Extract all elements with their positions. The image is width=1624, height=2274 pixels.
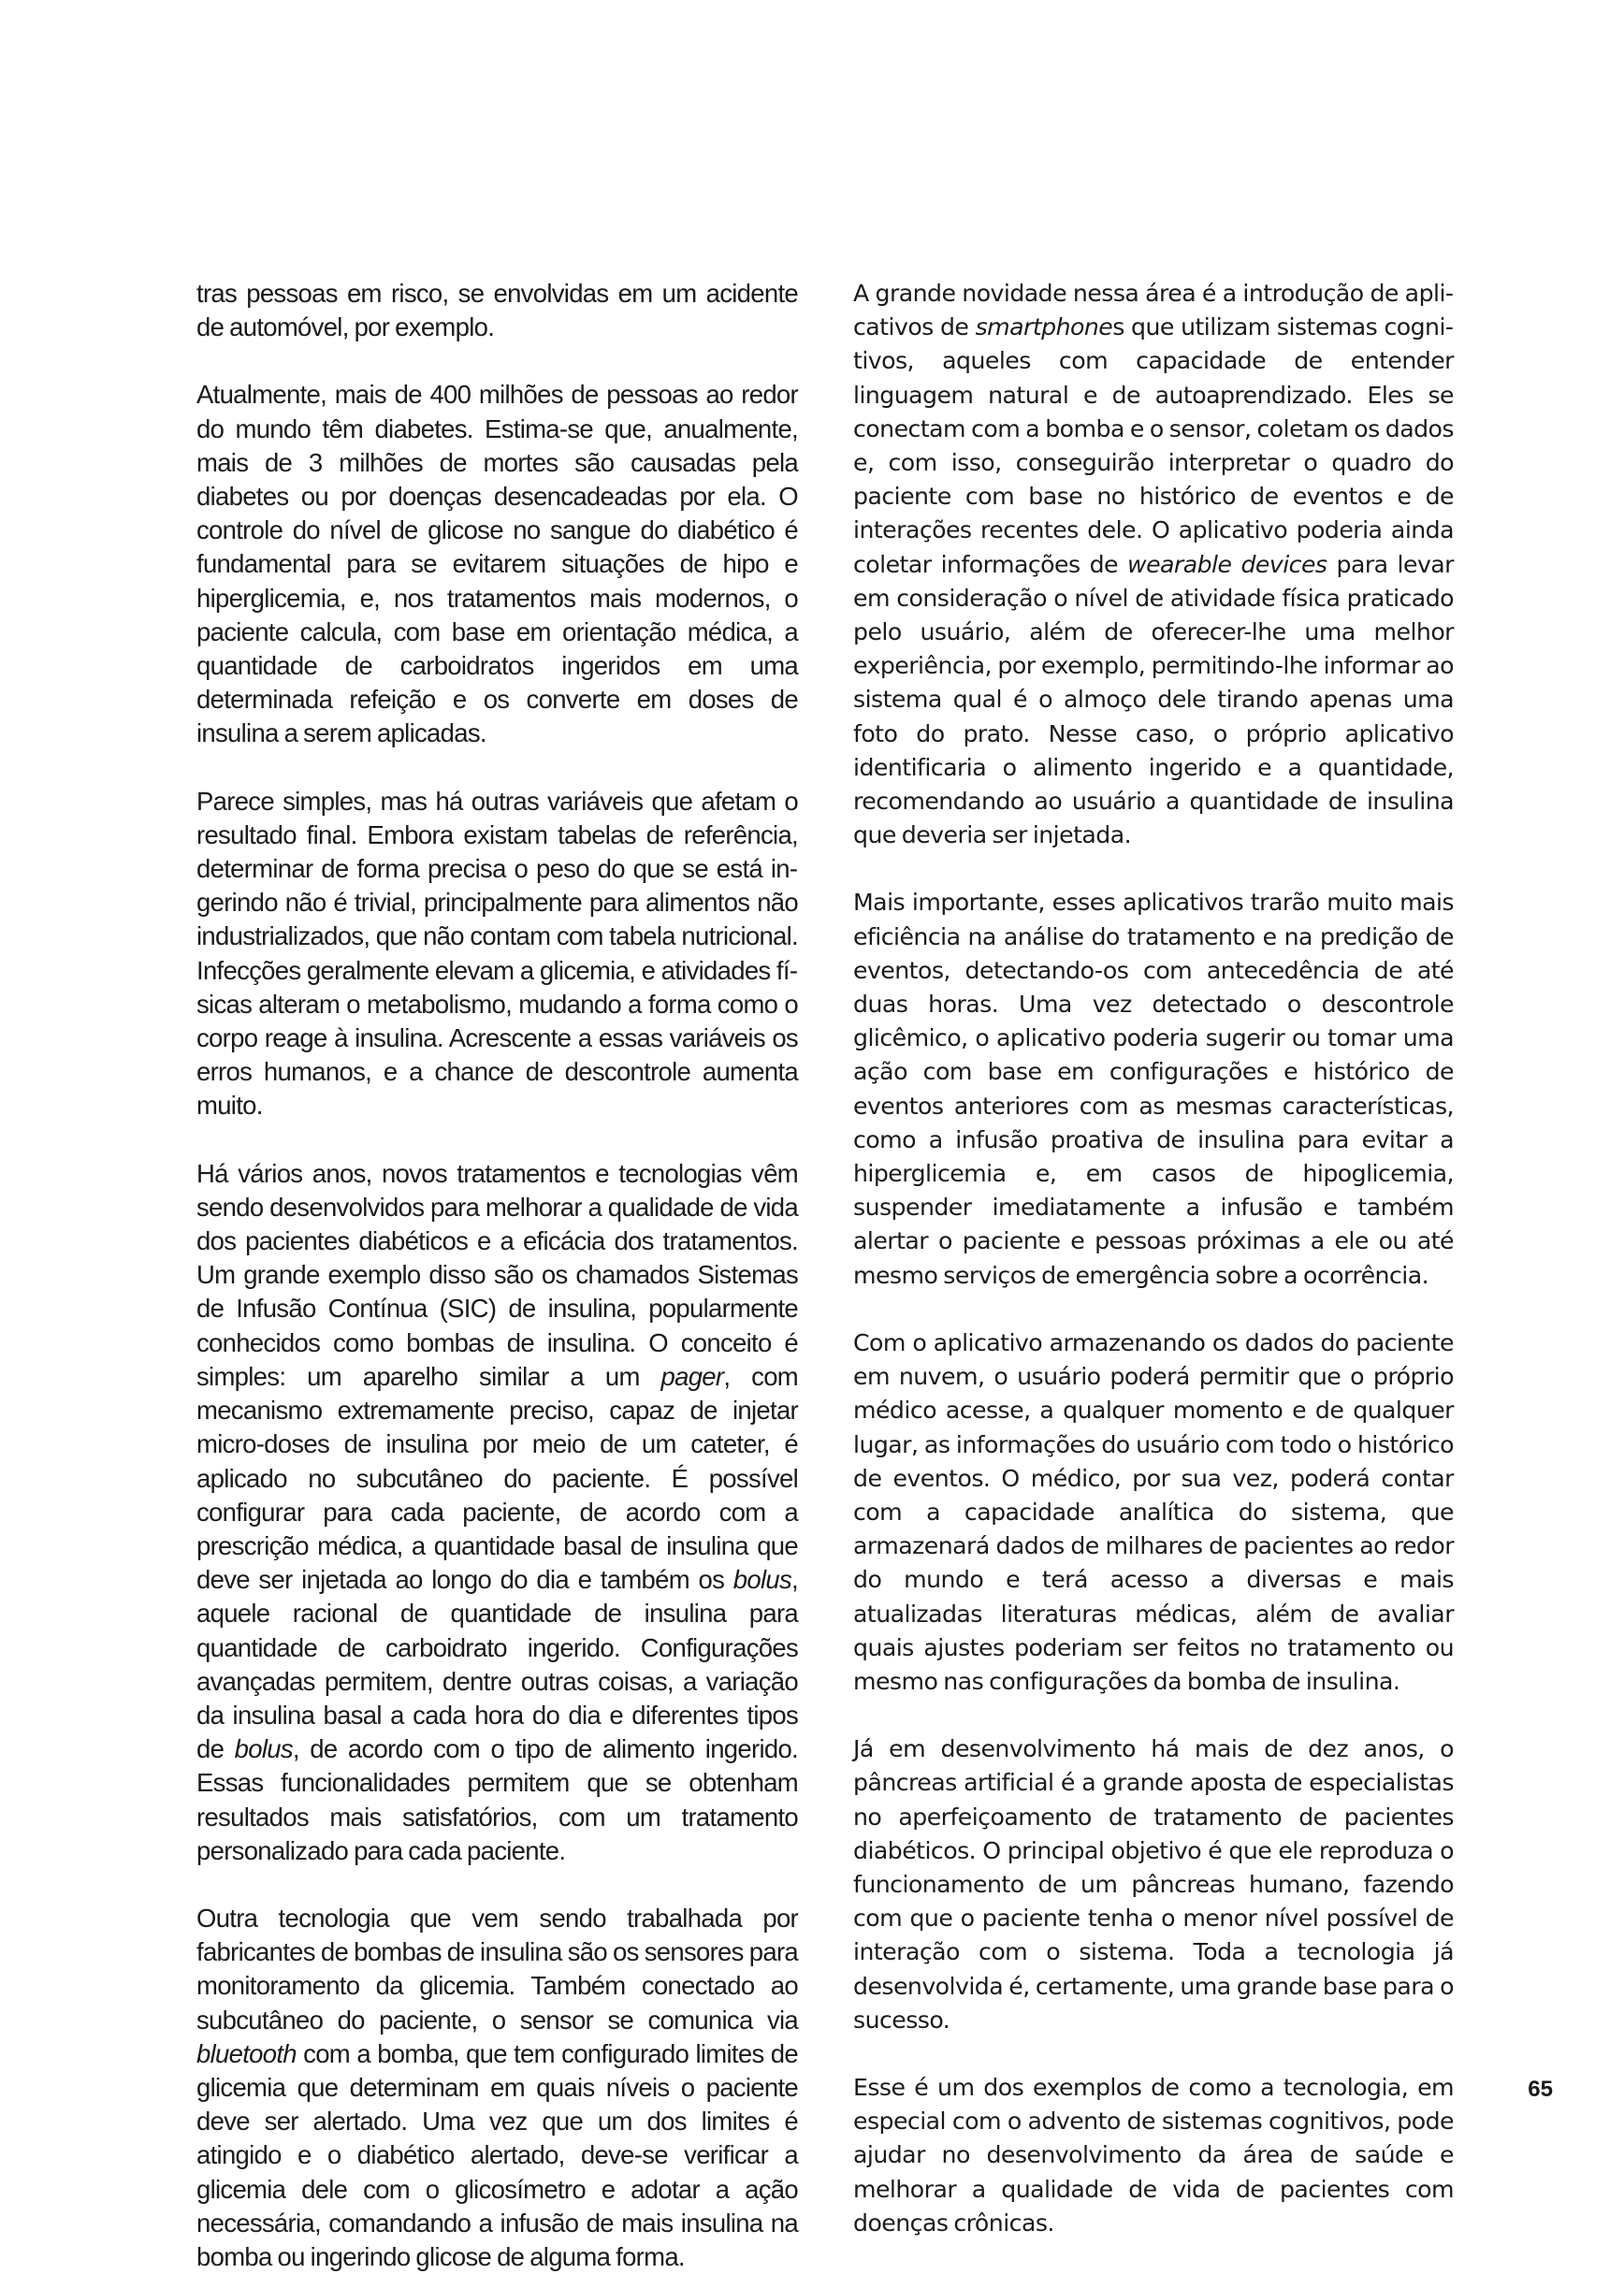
italic-term: bluetooth <box>196 2038 297 2068</box>
paragraph-text: Com o aplicativo armazenando os dados do paciente em nuvem, o usuário poderá permitir que o próprio médico acesse, a qualquer momento e de qualquer lugar, as informações do usuário com todo o histórico de eventos. O médico, por sua vez, poderá contar com a capacidade analítica do sistema, que armazenará dados de milhares de pacientes ao redor do mundo e terá acesso a diversas e mais atualizadas literaturas médicas, além de avaliar quais ajustes poderiam ser feitos no tratamento ou mesmo nas configurações da bomba de insulina. <box>853 1328 1454 1695</box>
paragraph-text: para levar em consideração o nível de atividade física praticado pelo usuário, além de oferecer-lhe uma melhor experiência, por exemplo, permitindo-lhe informar ao sistema qual é o almoço dele tirando apenas uma foto do prato. Nesse caso, o próprio aplicativo identificaria o alimento ingerido e a quantidade, recomendando ao usuário a quantidade de insulina que deveria ser injetada. <box>853 550 1454 849</box>
paragraph <box>853 1326 1454 1699</box>
italic-term: smartphone <box>975 313 1113 341</box>
paragraph <box>853 1732 1454 2037</box>
paragraph-text: Parece simples, mas há outras variáveis que afetam o resultado final. Embora existam tabelas de referência, determinar de forma precisa o peso do que se está ingerindo não é trivial, principalmente para alimentos não industrializados, que não contam com tabela nutricional. Infecções geralmente elevam a glicemia, e atividades físicas alteram o metabolismo, mudando a forma como o corpo reage à insulina. Acrescente a essas variáveis os erros humanos, e a chance de descontrole aumenta muito. <box>196 786 798 1121</box>
paragraph-text: Já em desenvolvimento há mais de dez anos, o pâncreas artificial é a grande aposta de especialistas no aperfeiçoamento de tratamento de pacientes diabéticos. O principal objetivo é que ele reproduza o funcionamento de um pâncreas humano, fazendo com que o paciente tenha o menor nível possível de interação com o sistema. Toda a tecnologia já desenvolvida é, certamente, uma grande base para o sucesso. <box>853 1735 1454 2034</box>
paragraph-text: , de acordo com o tipo de alimento ingerido. Essas funcionalidades permitem que se obtenham resultados mais satisfatórios, com um tratamento personalizado para cada paciente. <box>196 1734 798 1865</box>
page-number: 65 <box>1528 2077 1553 2102</box>
paragraph-text: tras pessoas em risco, se envolvidas em um acidente de automóvel, por exemplo. <box>196 279 798 342</box>
paragraph-text: , com mecanismo extremamente preciso, capaz de injetar micro-doses de insulina por meio de um cateter, é aplicado no subcutâneo do paciente. É possível configurar para cada paciente, de acordo com a prescrição médica, a quantidade basal de insulina que deve ser injetada ao longo do dia e também os <box>196 1361 798 1595</box>
paragraph-text: Há vários anos, novos tratamentos e tecnologias vêm sendo desenvolvidos para melhorar a qualidade de vida dos pacientes diabéticos e a eficácia dos tratamentos. Um grande exemplo disso são os chamados Sistemas de Infusão Contínua (SIC) de insulina, popularmente conhecidos como bombas de insulina. O conceito é simples: um aparelho similar a um <box>196 1158 798 1391</box>
paragraph-text: , aquele racional de quantidade de insulina para quantidade de carboidrato ingerido. Configurações avançadas permitem, dentre outras coisas, a variação da insulina basal a cada hora do dia e diferentes tipos de <box>196 1565 798 1764</box>
paragraph <box>196 1902 798 2274</box>
paragraph-text: com a bomba, que tem configurado limites de glicemia que determinam em quais níveis o paciente deve ser alertado. Uma vez que um dos limites é atingido e o diabético alertado, deve-se verificar a glicemia dele com o glicosímetro e adotar a ação necessária, comandando a infusão de mais insulina na bomba ou ingerindo glicose de alguma forma. <box>196 2038 798 2271</box>
paragraph-text: Outra tecnologia que vem sendo trabalhada por fabricantes de bombas de insulina são os sensores para monitoramento da glicemia. Também conectado ao subcutâneo do paciente, o sensor se comunica via <box>196 1903 798 2035</box>
paragraph <box>853 2071 1454 2240</box>
paragraph <box>853 886 1454 1292</box>
paragraph-text: Esse é um dos exemplos de como a tecnologia, em especial com o advento de sistemas cognitivos, pode ajudar no desenvolvimento da área de saúde e melhorar a qualidade de vida de pacientes com doenças crônicas. <box>853 2073 1454 2237</box>
paragraph <box>196 785 798 1123</box>
paragraph <box>196 378 798 750</box>
italic-term: wearable devices <box>1127 550 1327 578</box>
paragraph-text: Mais importante, esses aplicativos trarão muito mais eficiência na análise do tratamento e na predição de eventos, detectando-os com antecedência de até duas horas. Uma vez detectado o descontrole glicêmico, o aplicativo poderia sugerir ou tomar uma ação com base em configurações e histórico de eventos anteriores com as mesmas características, como a infusão proativa de insulina para evitar a hiperglicemia e, em casos de hipoglicemia, suspender imediatamente a infusão e também alertar o paciente e pessoas próximas a ele ou até mesmo serviços de emergência sobre a ocorrência. <box>853 889 1454 1289</box>
paragraph-text: Atualmente, mais de 400 milhões de pessoas ao redor do mundo têm diabetes. Estima-se que, anualmente, mais de 3 milhões de mortes são causadas pela diabetes ou por doenças desencadeadas por ela. O controle do nível de glicose no sangue do diabético é fundamental para se evitarem situações de hipo e hiperglicemia, e, nos tratamentos mais modernos, o paciente calcula, com base em orientação médica, a quantidade de carboidratos ingeridos em uma determinada refeição e os converte em doses de insulina a serem aplicadas. <box>196 380 798 748</box>
paragraph <box>196 1157 798 1868</box>
right-text-column <box>853 277 1454 2240</box>
paragraph-text: s que utilizam sistemas cognitivos, aqueles com capacidade de entender linguagem natural e de autoaprendizado. Eles se conectam com a bomba e o sensor, coletam os dados e, com isso, conseguirão interpretar o quadro do paciente com base no histórico de eventos e de interações recentes dele. O aplicativo poderia ainda coletar informações de <box>853 313 1455 578</box>
left-text-column <box>196 277 798 2274</box>
paragraph <box>853 277 1454 852</box>
italic-term: pager <box>660 1361 724 1391</box>
italic-term: bolus <box>234 1734 293 1764</box>
paragraph-text: A grande novidade nessa área é a introdução de aplicativos de <box>853 280 1454 341</box>
italic-term: bolus <box>732 1565 792 1595</box>
paragraph <box>196 277 798 344</box>
